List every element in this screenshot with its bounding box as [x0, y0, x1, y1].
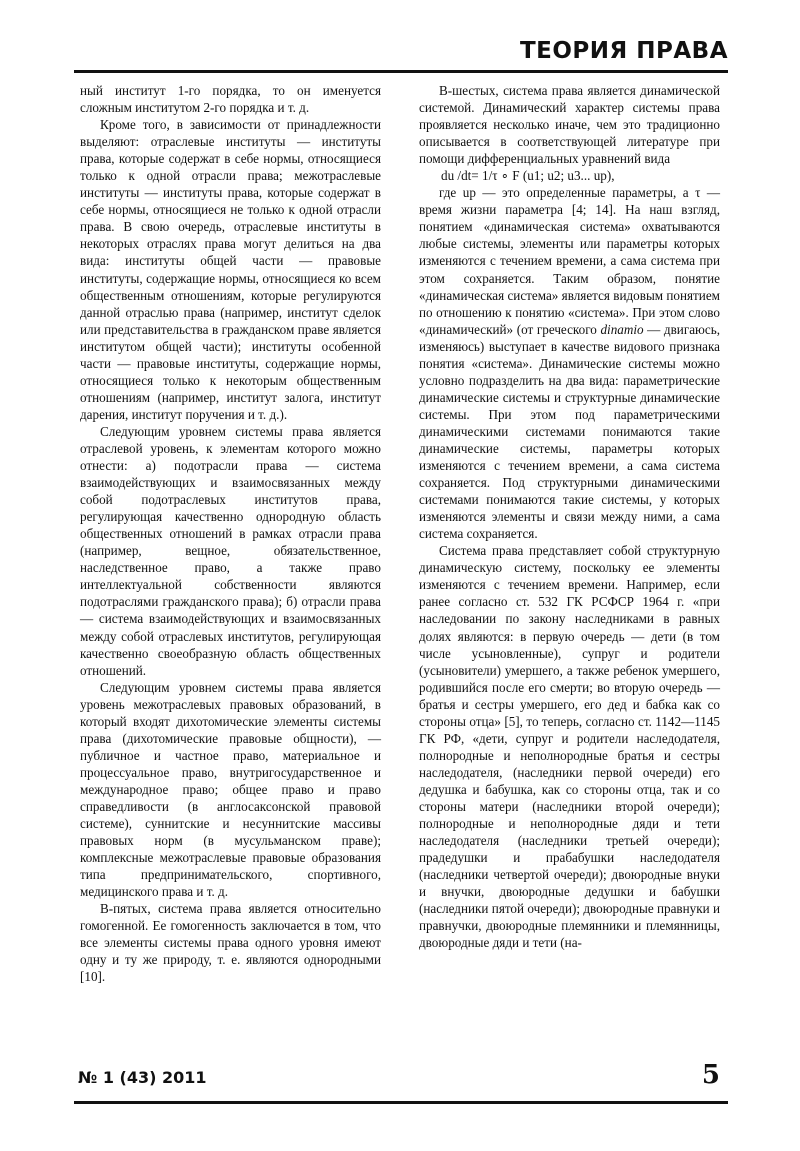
greek-term: dinamio	[600, 321, 644, 337]
issue-number: № 1 (43) 2011	[78, 1068, 207, 1087]
left-text-column	[80, 82, 381, 985]
paragraph-text-start: где up — это определенные параметры, а τ — время жизни параметра [4; 14]. На наш взгляд, понятием «динамическая система» охватываются любые системы, элементы или параметры которых изменяются с течением времени, а сама система при этом сохраняется. Таким образом, понятие «динамическая система» является видовым понятием по отношению к понятию «система». При этом слово «динамический» (от греческого	[419, 185, 720, 337]
differential-equation: du /dt= 1/τ ∘ F (u1; u2; u3... up),	[441, 168, 615, 184]
paragraph-interbranch-level: Следующим уровнем системы права является уровень межотраслевых правовых образований, в который входят дихотомические элементы системы права (дихотомические правовые общности), — публичное и частное право, материальное и процессуальное право, внутригосударственное и международное право; общее право и право справедливости (в англосаксонской правовой системе), суннитские и несуннитские массивы правовых норм (в мусульманском праве); комплексные межотраслевые правовые образования типа предпринимательского, спортивного, медицинского права и т. д.	[80, 679, 381, 900]
paragraph-homogeneity: В-пятых, система права является относительно гомогенной. Ее гомогенность заключается в том, что все элементы системы права одного уровня имеют одну и ту же природу, т. е. являются однородными [10].	[80, 901, 381, 985]
journal-section-title: ТЕОРИЯ ПРАВА	[519, 38, 728, 64]
paragraph-continuation: ный институт 1-го порядка, то он именуется сложным институтом 2-го порядка и т. д.	[80, 83, 381, 116]
paragraph-dynamic-system: В-шестых, система права является динамической системой. Динамический характер системы права проявляется несколько иначе, чем это традиционно описывается в соответствующей литературе при помощи дифференциальных уравнений вида	[419, 83, 720, 167]
paragraph-text-end: — двигаюсь, изменяюсь) выступает в качестве видового признака понятия «система». Динамические системы можно условно подразделить на два вида: параметрические динамические системы и структурные динамические системы. При этом под параметрическими динамическими системами понимаются такие динамические системы, параметры которых изменяются с течением времени, а сама система сохраняется. Под структурными динамическими системами понимаются такие системы, у которых изменяются элементы и связи между ними, а сама система сохраняется.	[419, 321, 720, 542]
paragraph-institutes: Кроме того, в зависимости от принадлежности выделяют: отраслевые институты — институты права, которые содержат в себе нормы, относящиеся только к одной отрасли права; межотраслевые институты — институты права, которые содержат в себе нормы, относящиеся не только к одной отрасли права. В свою очередь, отраслевые институты в некоторых отраслях права могут делиться на два вида: институты общей части — правовые институты, содержащие нормы, относящиеся ко всем общественным отношениям, которые регулируются данной отраслью права (например, институт сделок или представительства в гражданском праве является институтом общей части); институты особенной части — правовые институты, содержащие нормы, относящиеся только к некоторым общественным отношениям (например, институт залога, институт дарения, институт поручения и т. д.).	[80, 117, 381, 422]
paragraph-dynamic-definition	[419, 184, 720, 542]
paragraph-inheritance-example: Система права представляет собой структурную динамическую систему, поскольку ее элементы изменяются с течением времени. Например, если ранее согласно ст. 532 ГК РСФСР 1964 г. «при наследовании по закону наследниками в равных долях являются: в первую очередь — дети (в том числе усыновленные), супруг и родители (усыновители) умершего, а также ребенок умершего, родившийся после его смерти; во вторую очередь — братья и сестры умершего, его дед и бабка как со стороны отца» [5], то теперь, согласно ст. 1142—1145 ГК РФ, «дети, супруг и родители наследодателя, полнородные и неполнородные братья и сестры наследодателя, (наследники первой очереди) его дедушка и бабушка, как со стороны отца, так и со стороны матери (наследники второй очереди); полнородные и неполнородные дяди и тети наследодателя (наследники третьей очереди); прадедушки и прабабушки наследодателя (наследники четвертой очереди); двоюродные внуки и внучки, двоюродные дедушки и бабушки (наследники пятой очереди); двоюродные правнуки и правнучки, двоюродные племянники и племянницы, двоюродные дяди и тети (на-	[419, 543, 720, 951]
page-number: 5	[701, 1060, 720, 1090]
footer-divider	[74, 1101, 728, 1104]
paragraph-branch-level: Следующим уровнем системы права является отраслевой уровень, к элементам которого можно отнести: а) подотрасли права — система взаимодействующих и взаимосвязанных между собой подотраслевых институтов права, регулирующая качественно однородную область общественных отношений в рамках отрасли права (например, вещное, обязательственное, наследственное право, а также право интеллектуальной собственности являются подотраслями гражданского права); б) отрасли права — система взаимодействующих и взаимосвязанных между собой отраслевых институтов, регулирующая качественно своеобразную область общественных отношений.	[80, 423, 381, 678]
right-text-column	[419, 82, 720, 951]
header-divider	[74, 70, 728, 73]
